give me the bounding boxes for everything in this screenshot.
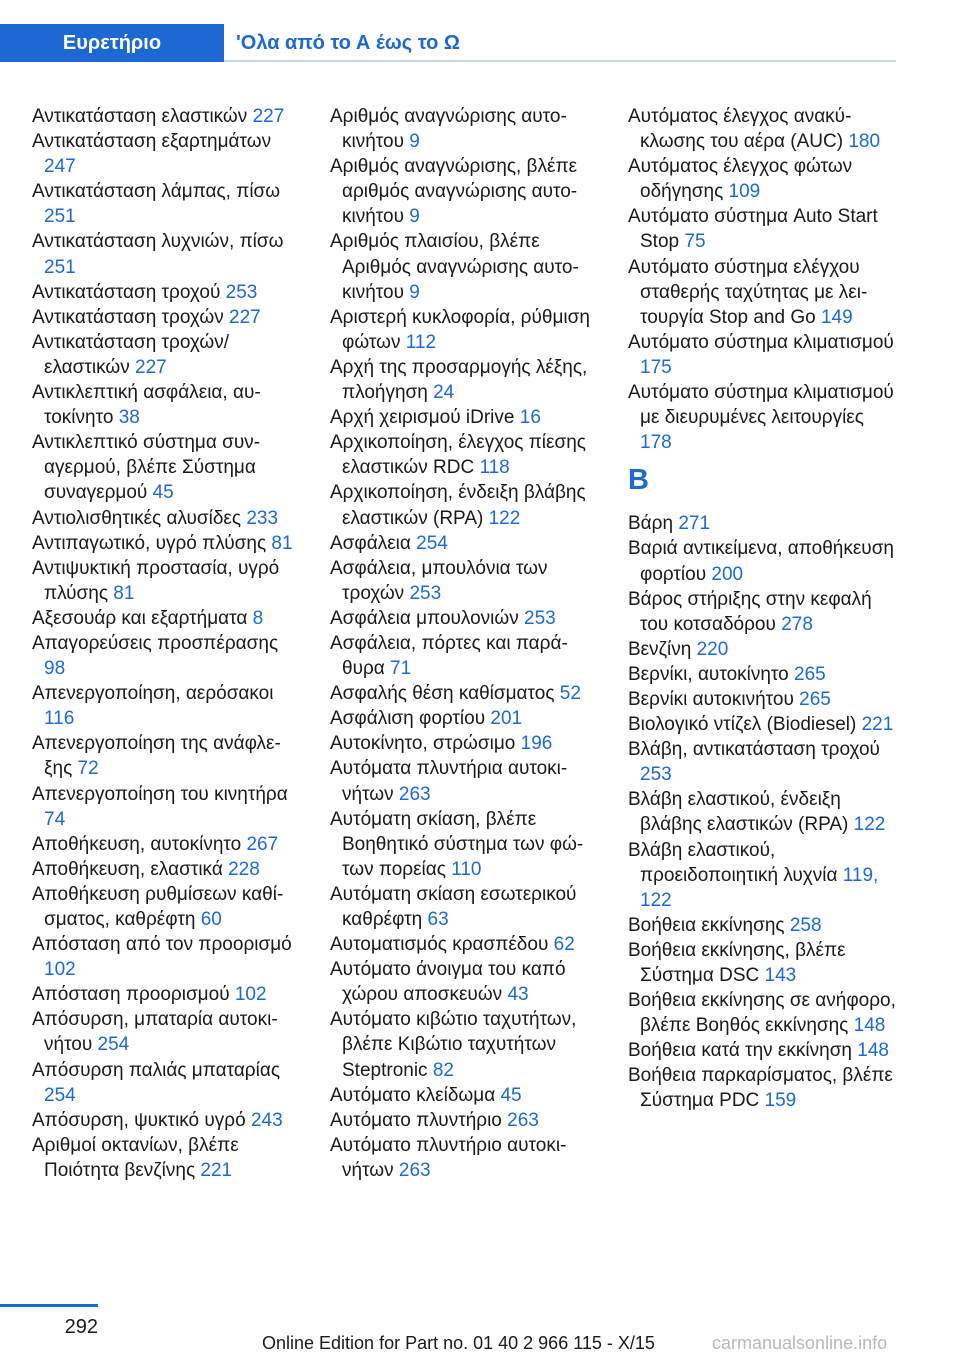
entry-term: Αντικατάσταση τροχών — [32, 306, 229, 328]
entry-page-link[interactable]: 81 — [113, 582, 135, 604]
entry-page-link[interactable]: 38 — [118, 407, 140, 429]
entry-term: Αυτόματος έλεγχος φώτων οδήγησης — [628, 156, 853, 203]
entry-page-link[interactable]: 119, 122 — [640, 864, 879, 911]
index-entry — [330, 606, 598, 631]
entry-term: Απενεργοποίηση του κινητήρα — [32, 783, 288, 805]
entry-page-link[interactable]: 196 — [520, 733, 553, 755]
entry-page-link[interactable]: 228 — [228, 858, 260, 880]
entry-term: Αυτόματο σύστημα κλιματισμού — [628, 331, 894, 353]
index-entry — [628, 511, 896, 536]
index-entry — [628, 838, 896, 913]
entry-term: Αριστερή κυκλοφορία, ρύθμιση φώτων — [330, 306, 590, 353]
index-entry — [330, 882, 598, 932]
entry-term: Αντικατάσταση τροχού — [32, 281, 226, 303]
entry-page-link[interactable]: 271 — [678, 513, 711, 535]
index-entry — [32, 1133, 300, 1183]
index-entry — [32, 1058, 300, 1108]
index-entry — [32, 832, 300, 857]
entry-term: Αυτόματο άνοιγμα του καπό χώρου αποσκευών — [330, 959, 566, 1006]
entry-term: Αυτόματο σύστημα κλιματισμού με διευρυμένες λειτουργίες — [628, 382, 894, 429]
entry-page-link[interactable]: 8 — [252, 607, 264, 629]
entry-term: Αυτοκίνητο, στρώσιμο — [330, 733, 521, 755]
index-entry — [628, 737, 896, 787]
index-entry — [628, 662, 896, 687]
entry-term: Αρχή χειρισμού iDrive — [330, 407, 520, 429]
entry-page-link[interactable]: 81 — [271, 532, 293, 554]
entry-page-link[interactable]: 24 — [433, 382, 455, 404]
entry-term: Αυτόματη σκίαση εσωτερικού καθρέφτη — [330, 883, 577, 930]
entry-term: Αυτόματο κλείδωμα — [330, 1084, 501, 1106]
entry-term: Αντικατάσταση λάμπας, πίσω — [32, 181, 281, 203]
entry-page-link[interactable]: 109 — [728, 181, 761, 203]
index-entry — [330, 1133, 598, 1183]
entry-term: Αποθήκευση, ελαστικά — [32, 858, 229, 880]
section-letter-heading: B — [628, 464, 649, 497]
entry-page-link[interactable]: 227 — [135, 356, 167, 378]
entry-page-link[interactable]: 253 — [225, 281, 258, 303]
entry-page-link[interactable]: 62 — [553, 934, 575, 956]
index-entry — [32, 179, 300, 229]
index-entry — [330, 1007, 598, 1082]
index-entry — [32, 982, 300, 1007]
index-entry — [628, 712, 896, 737]
entry-page-link[interactable]: 122 — [853, 814, 886, 836]
index-entry — [628, 104, 896, 154]
entry-term: Αυτόματος έλεγχος ανακύκλωσης του αέρα (AUC) — [628, 106, 852, 153]
entry-page-link[interactable]: 263 — [507, 1109, 539, 1131]
entry-term: Ασφάλεια — [330, 532, 417, 554]
entry-page-link[interactable]: 102 — [234, 984, 267, 1006]
index-entry — [628, 988, 896, 1038]
index-entry — [330, 104, 598, 154]
entry-page-link[interactable]: 201 — [490, 708, 523, 730]
entry-page-link[interactable]: 243 — [250, 1109, 283, 1131]
entry-page-link[interactable]: 60 — [200, 909, 222, 930]
index-entry — [628, 330, 896, 380]
index-entry — [330, 154, 598, 229]
entry-page-link[interactable]: 253 — [640, 764, 672, 786]
entry-term: Αυτοματισμός κρασπέδου — [330, 934, 554, 956]
entry-term: Βιολογικό ντίζελ (Biodiesel) — [628, 714, 862, 736]
entry-term: Αποθήκευση, αυτοκίνητο — [32, 833, 247, 855]
index-entry — [32, 305, 300, 330]
entry-term: Βενζίνη — [628, 638, 697, 660]
entry-page-link[interactable]: 175 — [640, 356, 672, 378]
index-entry — [32, 330, 300, 380]
entry-page-link[interactable]: 72 — [77, 758, 99, 780]
entry-term: Αποθήκευση ρυθμίσεων καθίσματος, καθρέφτη — [32, 883, 284, 930]
entry-term: Απόσυρση παλιάς μπαταρίας — [32, 1059, 280, 1081]
entry-term: Απενεργοποίηση της ανάφλεξης — [32, 733, 281, 780]
index-entry — [330, 756, 598, 806]
entry-page-link[interactable]: 110 — [451, 858, 482, 880]
entry-term: Βοήθεια κατά την εκκίνηση — [628, 1040, 858, 1062]
entry-term: Αριθμοί οκτανίων, βλέπε Ποιότητα βενζίνης — [32, 1134, 239, 1181]
entry-term: Βοήθεια παρκαρίσματος, βλέπε Σύστημα PDC — [628, 1065, 893, 1112]
entry-term: Ασφάλεια μπουλονιών — [330, 607, 525, 629]
entry-page-link[interactable]: 247 — [44, 156, 76, 178]
entry-page-link[interactable]: 149 — [820, 306, 853, 328]
entry-term: Αυτόματο πλυντήριο — [330, 1109, 508, 1131]
index-entry — [32, 606, 300, 631]
index-entry — [32, 882, 300, 932]
entry-page-link[interactable]: 74 — [44, 808, 66, 830]
index-entry — [628, 536, 896, 586]
entry-term: Βερνίκι αυτοκινήτου — [628, 688, 800, 710]
entry-term: Απόσυρση, μπαταρία αυτοκινήτου — [32, 1009, 278, 1056]
entry-page-link[interactable]: 148 — [853, 1015, 886, 1037]
header-tabs — [0, 24, 460, 62]
entry-page-link[interactable]: 9 — [409, 281, 420, 303]
entry-term: Απόσταση προορισμού — [32, 984, 235, 1006]
entry-page-link[interactable]: 254 — [97, 1034, 130, 1056]
index-entry — [32, 229, 300, 279]
entry-term: Βοήθεια εκκίνησης — [628, 914, 790, 936]
index-column-2 — [330, 104, 598, 1183]
index-entry — [330, 957, 598, 1007]
entry-page-link[interactable]: 265 — [799, 688, 831, 710]
entry-page-link[interactable]: 102 — [44, 959, 76, 981]
entry-page-link[interactable]: 227 — [252, 106, 285, 127]
entry-term: Βοήθεια εκκίνησης, βλέπε Σύστημα DSC — [628, 939, 846, 986]
index-entry — [32, 731, 300, 781]
entry-page-link[interactable]: 118 — [479, 457, 510, 479]
index-entry — [330, 1108, 598, 1133]
watermark: carmanualsonline.info — [712, 1333, 888, 1353]
index-entry — [330, 556, 598, 606]
entry-page-link[interactable]: 122 — [488, 507, 521, 529]
index-column-1 — [32, 104, 300, 1183]
entry-term: Αρχικοποίηση, ένδειξη βλάβης ελαστικών (RPA) — [330, 482, 586, 529]
index-entry — [628, 787, 896, 837]
index-entry — [628, 255, 896, 330]
entry-page-link[interactable]: 43 — [507, 984, 529, 1006]
entry-term: Βερνίκι, αυτοκίνητο — [628, 663, 794, 685]
index-entry — [32, 506, 300, 531]
entry-page-link[interactable]: 267 — [246, 833, 279, 855]
index-entry — [330, 731, 598, 756]
tab-index[interactable]: Ευρετήριο — [0, 24, 224, 62]
entry-page-link[interactable]: 251 — [44, 206, 76, 228]
index-entry — [628, 637, 896, 662]
entry-page-link[interactable]: 143 — [764, 965, 797, 986]
entry-page-link[interactable]: 159 — [764, 1090, 797, 1112]
index-entry — [330, 531, 598, 556]
entry-page-link[interactable]: 178 — [640, 432, 672, 454]
index-entry — [628, 587, 896, 637]
index-entry — [628, 154, 896, 204]
index-entry — [32, 857, 300, 882]
index-entry — [32, 430, 300, 505]
entry-page-link[interactable]: 75 — [684, 231, 706, 253]
entry-page-link[interactable]: 82 — [432, 1059, 454, 1081]
index-entry — [32, 681, 300, 731]
entry-page-link[interactable]: 52 — [559, 683, 581, 705]
entry-term: Αντιολισθητικές αλυσίδες — [32, 507, 247, 529]
entry-page-link[interactable]: 251 — [44, 256, 76, 278]
tab-a-to-z[interactable]: 'Ολα από το Α έως το Ω — [236, 31, 460, 54]
entry-page-link[interactable]: 98 — [44, 658, 66, 680]
entry-page-link[interactable]: 221 — [200, 1159, 233, 1181]
index-entry — [32, 104, 300, 129]
index-entry — [330, 706, 598, 731]
entry-term: Βλάβη ελαστικού, προειδοποιητική λυχνία — [628, 839, 843, 886]
index-entry — [628, 380, 896, 455]
entry-term: Αντιψυκτική προστασία, υγρό πλύσης — [32, 557, 280, 604]
entry-page-link[interactable]: 45 — [152, 482, 174, 504]
entry-term: Αρχή της προσαρμογής λέξης, πλοήγηση — [330, 356, 588, 404]
entry-term: Αυτόματη σκίαση, βλέπε Βοηθητικό σύστημα των φώτων πορείας — [330, 808, 584, 880]
index-entry — [330, 355, 598, 405]
index-entry — [32, 782, 300, 832]
entry-term: Αντικατάσταση λυχνιών, πίσω — [32, 231, 284, 253]
entry-page-link[interactable]: 148 — [857, 1040, 889, 1062]
entry-page-link[interactable]: 116 — [44, 708, 75, 730]
entry-term: Ασφάλεια, πόρτες και παράθυρα — [330, 632, 568, 680]
header-rule — [224, 60, 896, 62]
index-entry — [32, 556, 300, 606]
entry-term: Ασφάλεια, μπουλόνια των τροχών — [330, 557, 548, 604]
page-number: 292 — [64, 1316, 98, 1338]
entry-term: Αρχικοποίηση, έλεγχος πίεσης ελαστικών RDC — [330, 432, 586, 479]
entry-page-link[interactable]: 253 — [524, 607, 556, 629]
index-column-3 — [628, 104, 896, 1114]
entry-page-link[interactable]: 112 — [405, 331, 437, 353]
entry-page-link[interactable]: 278 — [781, 613, 813, 635]
entry-page-link[interactable]: 71 — [390, 658, 412, 680]
index-entry — [330, 480, 598, 530]
entry-term: Αντιπαγωτικό, υγρό πλύσης — [32, 532, 272, 554]
entry-page-link[interactable]: 220 — [696, 638, 729, 660]
entry-page-link[interactable]: 233 — [246, 507, 279, 529]
entry-page-link[interactable]: 265 — [794, 663, 826, 685]
entry-page-link[interactable]: 253 — [409, 582, 442, 604]
index-entry — [330, 229, 598, 304]
index-entry — [330, 1083, 598, 1108]
index-entry — [330, 405, 598, 430]
entry-term: Βάρη — [628, 513, 679, 535]
entry-term: Αξεσουάρ και εξαρτήματα — [32, 607, 253, 629]
index-entry — [32, 1108, 300, 1133]
edition-text: Online Edition for Part no. 01 40 2 966 115 - X/15 — [262, 1333, 655, 1353]
entry-page-link[interactable]: 45 — [500, 1084, 522, 1106]
index-entry — [628, 1038, 896, 1063]
entry-page-link[interactable]: 63 — [427, 909, 449, 930]
entry-term: Βλάβη, αντικατάσταση τροχού — [628, 739, 880, 761]
entry-page-link[interactable]: 263 — [398, 1159, 431, 1181]
entry-term: Απόσυρση, ψυκτικό υγρό — [32, 1109, 251, 1131]
entry-term: Αριθμός πλαισίου, βλέπε Αριθμός αναγνώρισης αυτοκινήτου — [330, 231, 579, 303]
index-entry — [628, 204, 896, 254]
entry-term: Αντικλεπτικό σύστημα συναγερμού, βλέπε Σύστημα συναγερμού — [32, 432, 261, 504]
index-entry — [330, 631, 598, 681]
entry-term: Αυτόματο κιβώτιο ταχυτήτων, βλέπε Κιβώτιο ταχυτήτων Steptronic — [330, 1009, 577, 1081]
index-entry — [330, 681, 598, 706]
entry-page-link[interactable]: 263 — [398, 783, 431, 805]
index-entry — [32, 1007, 300, 1057]
index-entry — [628, 938, 896, 988]
entry-term: Βοήθεια εκκίνησης σε ανήφορο, βλέπε Βοηθός εκκίνησης — [628, 990, 896, 1037]
entry-term: Αυτόματο πλυντήριο αυτοκινήτων — [330, 1134, 567, 1181]
index-entry — [330, 305, 598, 355]
entry-term: Ασφαλής θέση καθίσματος — [330, 683, 560, 705]
entry-term: Αντικατάσταση ελαστικών — [32, 106, 253, 127]
footer-rule — [0, 1304, 98, 1307]
index-entry — [330, 430, 598, 480]
index-entry — [330, 807, 598, 882]
entry-page-link[interactable]: 9 — [409, 131, 420, 153]
entry-term: Αριθμός αναγνώρισης αυτοκινήτου — [330, 106, 567, 153]
entry-page-link[interactable]: 221 — [861, 714, 894, 736]
index-entry — [628, 1063, 896, 1113]
entry-page-link[interactable]: 254 — [416, 532, 448, 554]
entry-term: Απενεργοποίηση, αερόσακοι — [32, 683, 274, 705]
index-entry — [32, 380, 300, 430]
entry-page-link[interactable]: 16 — [519, 407, 541, 429]
entry-term: Αριθμός αναγνώρισης, βλέπε αριθμός αναγνώρισης αυτοκινήτου — [330, 156, 578, 228]
entry-term: Απόσταση από τον προορισμό — [32, 934, 292, 956]
index-entry — [330, 932, 598, 957]
entry-term: Αντικατάσταση τροχών/ελαστικών — [32, 331, 229, 378]
entry-term: Βλάβη ελαστικού, ένδειξη βλάβης ελαστικών (RPA) — [628, 789, 854, 836]
entry-term: Απαγορεύσεις προσπέρασης — [32, 632, 279, 654]
index-entry — [628, 913, 896, 938]
entry-page-link[interactable]: 200 — [711, 563, 744, 585]
entry-page-link[interactable]: 9 — [409, 206, 420, 228]
index-entry — [32, 129, 300, 179]
entry-term: Βαριά αντικείμενα, αποθήκευση φορτίου — [628, 538, 894, 585]
entry-term: Ασφάλιση φορτίου — [330, 708, 491, 730]
entry-page-link[interactable]: 254 — [44, 1084, 76, 1106]
entry-term: Αυτόματο σύστημα ελέγχου σταθερής ταχύτητας με λειτουργία Stop and Go — [628, 256, 868, 328]
entry-term: Αυτόματα πλυντήρια αυτοκινήτων — [330, 758, 568, 805]
entry-page-link[interactable]: 258 — [789, 914, 822, 936]
index-entry — [32, 932, 300, 982]
entry-term: Αντικλεπτική ασφάλεια, αυτοκίνητο — [32, 382, 261, 429]
entry-page-link[interactable]: 227 — [229, 306, 261, 328]
index-entry — [32, 280, 300, 305]
index-entry — [628, 687, 896, 712]
index-entry — [32, 531, 300, 556]
entry-term: Αντικατάσταση εξαρτημάτων — [32, 131, 272, 153]
index-entry — [32, 631, 300, 681]
entry-page-link[interactable]: 180 — [848, 131, 881, 153]
entry-term: Βάρος στήριξης στην κεφαλή του κοτσαδόρου — [628, 588, 872, 635]
entry-term: Αυτόματο σύστημα Auto Start Stop — [628, 206, 878, 253]
